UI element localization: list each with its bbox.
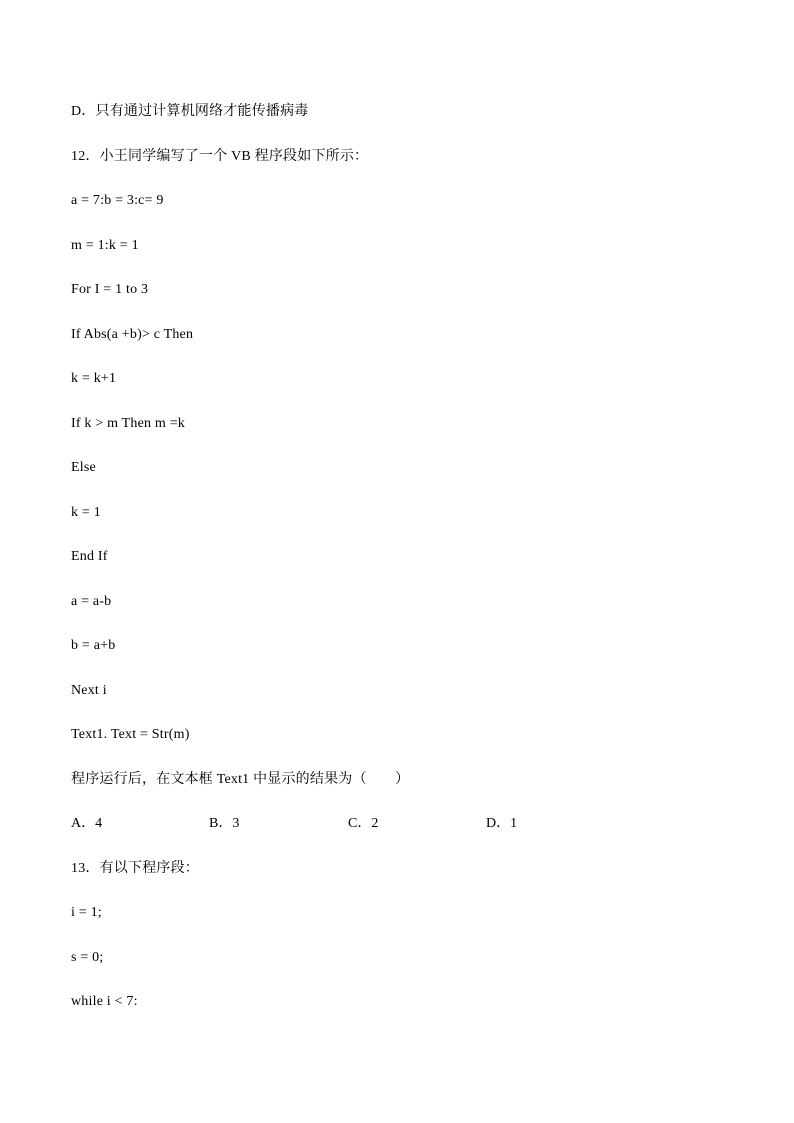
question-12-options <box>71 815 751 833</box>
code-line: while i < 7: <box>71 994 138 1009</box>
question-13-stem: 13．有以下程序段： <box>71 861 199 876</box>
code-line: a = a-b <box>71 594 112 609</box>
code-line: If Abs(a +b)> c Then <box>71 327 194 342</box>
code-line: For I = 1 to 3 <box>71 282 149 297</box>
option-a: A．4 <box>71 816 103 831</box>
code-line: k = 1 <box>71 505 101 520</box>
code-line: i = 1; <box>71 905 102 920</box>
code-line: If k > m Then m =k <box>71 416 186 431</box>
option-d: D．1 <box>486 816 518 831</box>
option-c: C．2 <box>348 816 379 831</box>
code-line: Next i <box>71 683 107 698</box>
code-line: m = 1:k = 1 <box>71 238 139 253</box>
code-line: Text1. Text = Str(m) <box>71 727 190 742</box>
previous-question-option-d: D．只有通过计算机网络才能传播病毒 <box>71 104 309 119</box>
code-line: k = k+1 <box>71 371 117 386</box>
question-12-stem: 12．小王同学编写了一个 VB 程序段如下所示： <box>71 149 369 164</box>
option-b: B．3 <box>209 816 240 831</box>
code-line: End If <box>71 549 108 564</box>
code-line: Else <box>71 460 96 475</box>
code-line: a = 7:b = 3:c= 9 <box>71 193 164 208</box>
code-line: b = a+b <box>71 638 116 653</box>
question-12-prompt: 程序运行后，在文本框 Text1 中显示的结果为（ ） <box>71 772 410 787</box>
code-line: s = 0; <box>71 950 104 965</box>
